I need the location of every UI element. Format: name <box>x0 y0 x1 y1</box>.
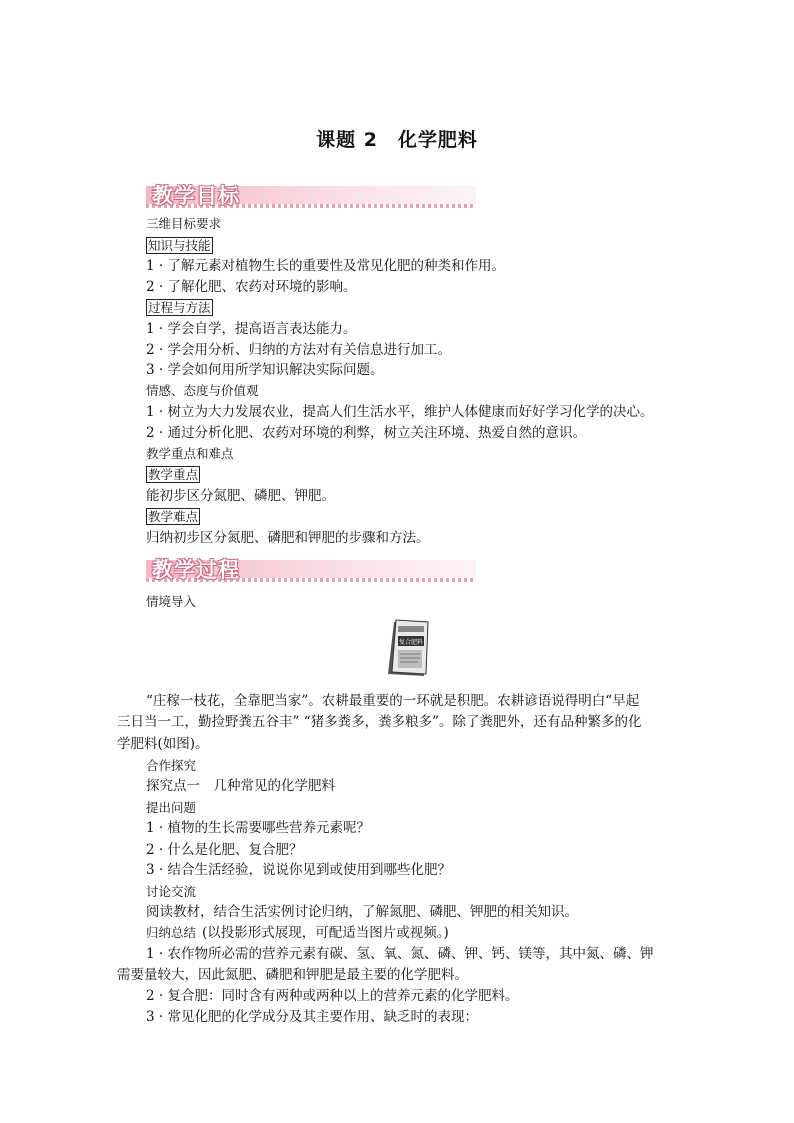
section-banner-objectives <box>146 180 476 210</box>
list-item: 2 · 了解化肥、农药对环境的影响。 <box>146 279 357 295</box>
key-heading: 教学重点和难点 <box>146 446 234 461</box>
list-item: 2 · 什么是化肥、复合肥？ <box>146 842 303 858</box>
difficulty-label: 教学难点 <box>148 509 199 524</box>
intro-line: “庄稼一枝花，全靠肥当家”。农耕最重要的一环就是积肥。农耕谚语说得明白“早起 <box>146 693 640 709</box>
summary-line: 3 · 常见化肥的化学成分及其主要作用、缺乏时的表现： <box>146 1009 478 1025</box>
key-text: 能初步区分氮肥、磷肥、钾肥。 <box>146 488 335 504</box>
key-label: 教学重点 <box>148 467 199 482</box>
summary-note: (以投影形式展现，可配适当图片或视频。) <box>202 925 449 941</box>
list-item: 1 · 学会自学，提高语言表达能力。 <box>146 321 357 337</box>
section-banner-process <box>146 554 476 584</box>
fertilizer-bag-image <box>384 618 430 680</box>
summary-line: 需要量较大，因此氮肥、磷肥和钾肥是最主要的化学肥料。 <box>117 967 468 983</box>
difficulty-text: 归纳初步区分氮肥、磷肥和钾肥的步骤和方法。 <box>146 530 430 546</box>
summary-line: 1 · 农作物所必需的营养元素有碳、氢、氧、氮、磷、钾、钙、镁等，其中氮、磷、钾 <box>146 946 654 962</box>
emotion-label: 情感、态度与价值观 <box>146 383 259 398</box>
objectives-heading: 三维目标要求 <box>146 216 222 231</box>
list-item: 1 · 植物的生长需要哪些营养元素呢？ <box>146 820 370 836</box>
list-item: 2 · 通过分析化肥、农药对环境的利弊，树立关注环境、热爱自然的意识。 <box>146 425 586 441</box>
list-item: 1 · 了解元素对植物生长的重要性及常见化肥的种类和作用。 <box>146 258 505 274</box>
list-item: 3 · 结合生活经验，说说你见到或使用到哪些化肥？ <box>146 862 451 878</box>
intro-line: 三日当一工，勤捡野粪五谷丰” “猪多粪多，粪多粮多”。除了粪肥外，还有品种繁多的化 <box>117 714 642 730</box>
coop-heading: 合作探究 <box>146 758 197 773</box>
question-heading: 提出问题 <box>146 800 197 815</box>
discuss-text: 阅读教材，结合生活实例讨论归纳，了解氮肥、磷肥、钾肥的相关知识。 <box>146 904 578 920</box>
knowledge-label: 知识与技能 <box>148 238 211 253</box>
list-item: 3 · 学会如何用所学知识解决实际问题。 <box>146 362 384 378</box>
section-banner-label: 教学目标 <box>152 184 240 208</box>
page-title: 课题 2 化学肥料 <box>316 129 478 151</box>
section-banner-label: 教学过程 <box>152 558 240 582</box>
point-heading: 探究点一 几种常见的化学肥料 <box>146 778 335 794</box>
list-item: 1 · 树立为大力发展农业，提高人们生活水平，维护人体健康而好好学习化学的决心。 <box>146 404 654 420</box>
discuss-heading: 讨论交流 <box>146 884 197 899</box>
summary-line: 2 · 复合肥：同时含有两种或两种以上的营养元素的化学肥料。 <box>146 988 519 1004</box>
process-label: 过程与方法 <box>148 300 211 315</box>
fertilizer-bag-label: 复合肥料 <box>398 639 424 646</box>
list-item: 2 · 学会用分析、归纳的方法对有关信息进行加工。 <box>146 342 451 358</box>
intro-heading: 情境导入 <box>146 594 197 609</box>
intro-line: 学肥料(如图)。 <box>117 736 209 752</box>
summary-heading: 归纳总结 <box>146 925 197 940</box>
